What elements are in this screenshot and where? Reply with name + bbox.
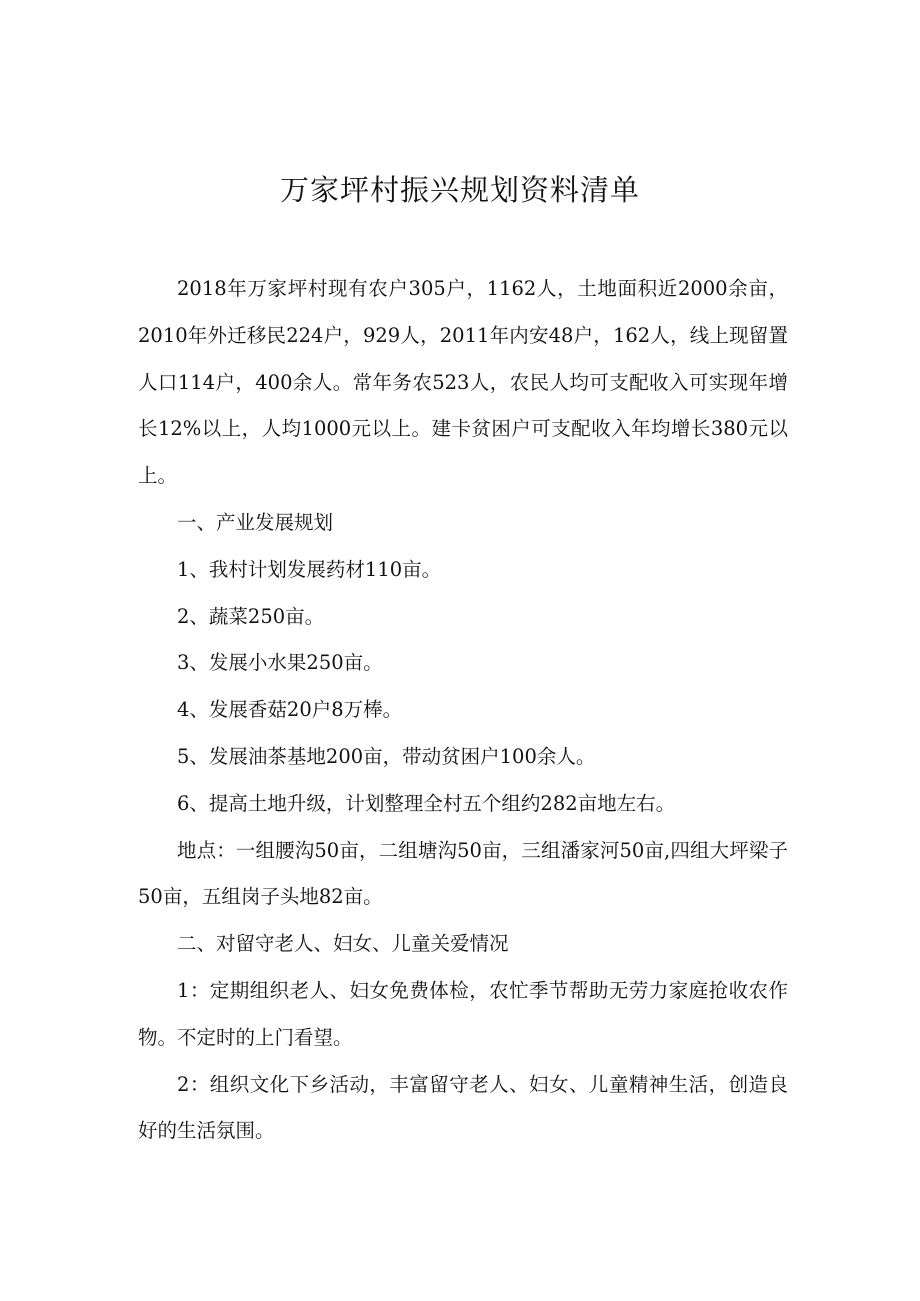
document-title: 万家坪村振兴规划资料清单 xyxy=(279,173,640,207)
location-paragraph: 地点：一组腰沟50亩，二组塘沟50亩，三组潘家河50亩,四组大坪梁子50亩，五组岗子头地82亩。 xyxy=(138,838,788,909)
list-item: 2、蔬菜250亩。 xyxy=(177,604,325,628)
list-item: 1、我村计划发展药材110亩。 xyxy=(177,557,442,581)
intro-paragraph: 2018年万家坪村现有农户305户，1162人，土地面积近2000余亩，2010年外迁移民224户，929人，2011年内安48户，162人，线上现留置人口114户，400余人。常年务农523人，农民人均可支配收入可实现年增长12%以上，人均1000元以上。建卡贫困户可支配收入年均增长380元以上。 xyxy=(138,277,788,488)
list-item: 3、发展小水果250亩。 xyxy=(177,651,383,675)
list-item: 4、发展香菇20户8万棒。 xyxy=(177,698,403,722)
section-heading-industry: 一、产业发展规划 xyxy=(177,510,334,534)
list-item: 6、提高土地升级，计划整理全村五个组约282亩地左右。 xyxy=(177,791,676,815)
document-body xyxy=(138,266,788,1155)
list-item: 1：定期组织老人、妇女免费体检，农忙季节帮助无劳力家庭抢收农作物。不定时的上门看望。 xyxy=(138,978,788,1049)
list-item: 2：组织文化下乡活动，丰富留守老人、妇女、儿童精神生活，创造良好的生活氛围。 xyxy=(138,1072,788,1143)
section-heading-care: 二、对留守老人、妇女、儿童关爱情况 xyxy=(177,932,509,956)
list-item: 5、发展油茶基地200亩，带动贫困户100余人。 xyxy=(177,744,596,768)
